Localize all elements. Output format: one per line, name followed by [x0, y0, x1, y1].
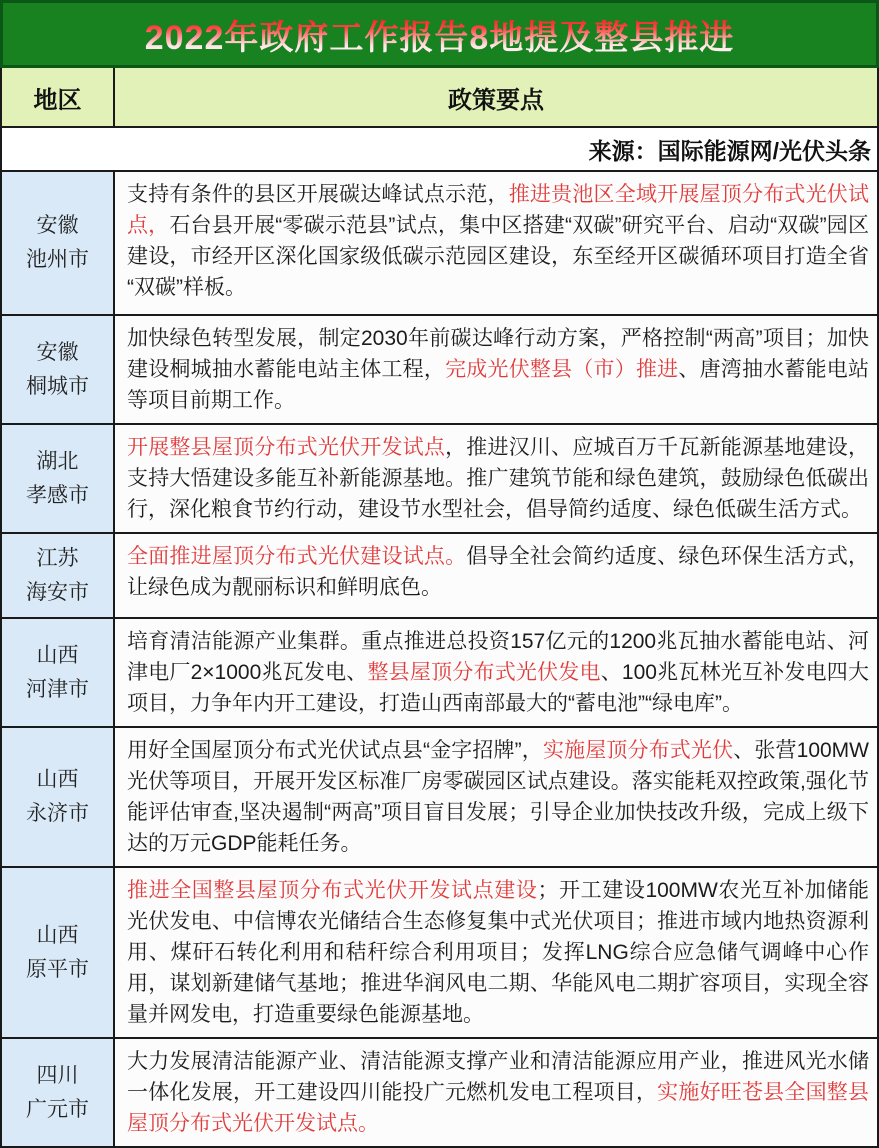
region-city: 海安市 [26, 580, 89, 604]
policy-cell [115, 316, 877, 423]
policy-segment: ；开工建设100MW农光互补加储能光伏发电、中信博农光储结合生态修复集中式光伏项目；推进市域内地热资源利用、煤矸石转化利用和秸秆综合利用项目；发挥LNG综合应急储气调峰中心作用，谋划新建储气基地；推进华润风电二期、华能风电二期扩容项目，实现全容量并网发电，打造重要绿色能源基地。 [127, 879, 870, 1026]
region-cell [2, 534, 115, 617]
table-row [2, 425, 877, 534]
policy-segment: 培育清洁能源产业集群。重点推进总投资157亿元的1200兆瓦抽水蓄能电站、河津电厂2×1000兆瓦发电、 [127, 630, 869, 684]
table-row [2, 728, 877, 868]
policy-segment: ，推进汉川、应城百万千瓦新能源基地建设，支持大悟建设多能互补新能源基地。推广建筑节能和绿色建筑，鼓励绿色低碳出行，深化粮食节约行动，建设节水型社会，倡导简约适度、绿色低碳生活方式。 [127, 436, 870, 521]
table-row [2, 1039, 877, 1146]
column-header-row [2, 68, 877, 128]
page-title: 2022年政府工作报告8地提及整县推进 [145, 10, 735, 59]
policy-segment: 支持有条件的县区开展碳达峰试点示范， [127, 183, 509, 206]
policy-segment-highlight: 全面推进屋顶分布式光伏建设试点。 [127, 545, 467, 568]
policy-segment-highlight: 开展整县屋顶分布式光伏开发试点 [127, 436, 446, 459]
region-province: 山西 [36, 768, 79, 791]
table-row [2, 316, 877, 425]
policy-table [0, 68, 879, 1148]
policy-segment: 大力发展清洁能源产业、清洁能源支撑产业和清洁能源应用产业，推进风光水储一体化发展，开工建设四川能投广元燃机发电工程项目， [127, 1050, 869, 1104]
source-text: 来源：国际能源网/光伏头条 [588, 137, 871, 164]
region-city: 广元市 [26, 1097, 89, 1121]
policy-segment: 加快绿色转型发展，制定2030年前碳达峰行动方案，严格控制“两高”项目；加快建设桐城抽水蓄能电站主体工程， [127, 327, 869, 381]
region-cell [2, 316, 115, 423]
region-cell [2, 728, 115, 866]
policy-segment: 、张营100MW光伏等项目，开展开发区标准厂房零碳园区试点建设。落实能耗双控政策,强化节能评估审查,坚决遏制“两高”项目盲目发展；引导企业加快技改升级，完成上级下达的万元GDP能耗任务。 [127, 739, 869, 855]
region-city: 孝感市 [26, 483, 89, 507]
policy-segment: 用好全国屋顶分布式光伏试点县“金字招牌”， [127, 739, 543, 762]
policy-segment: 、唐湾抽水蓄能电站等项目前期工作。 [127, 358, 870, 412]
table-row [2, 172, 877, 316]
policy-cell [115, 534, 877, 617]
region-city: 原平市 [26, 957, 89, 981]
region-cell [2, 425, 115, 532]
table-row [2, 534, 877, 619]
region-cell [2, 868, 115, 1037]
region-province: 湖北 [36, 449, 79, 473]
policy-segment-highlight: 完成光伏整县（市）推进 [445, 358, 679, 381]
region-province: 山西 [36, 923, 79, 947]
policy-cell [115, 868, 877, 1037]
policy-cell [115, 425, 877, 532]
policy-segment: 石台县开展“零碳示范县”试点，集中区搭建“双碳”研究平台、启动“双碳”园区建设，市经开区深化国家级低碳示范园区建设，东至经开区碳循环项目打造全省“双碳”样板。 [127, 214, 869, 299]
region-city: 池州市 [26, 248, 89, 271]
region-province: 安徽 [36, 214, 79, 237]
policy-segment-highlight: 整县屋顶分布式光伏发电 [367, 661, 601, 684]
region-cell [2, 1039, 115, 1146]
policy-segment-highlight: 推进全国整县屋顶分布式光伏开发试点建设 [127, 879, 538, 902]
table-row [2, 619, 877, 728]
table-body [2, 172, 877, 1146]
policy-cell [115, 172, 877, 314]
region-city: 河津市 [26, 677, 89, 701]
column-header-region: 地区 [2, 68, 115, 126]
region-city: 桐城市 [26, 374, 89, 398]
region-cell [2, 619, 115, 726]
policy-segment: 倡导全社会简约适度、绿色环保生活方式，让绿色成为靓丽标识和鲜明底色。 [127, 545, 870, 599]
region-cell [2, 172, 115, 314]
region-city: 永济市 [26, 802, 89, 825]
title-bar [0, 0, 879, 68]
policy-segment-highlight: 实施好旺苍县全国整县屋顶分布式光伏开发试点。 [127, 1081, 870, 1135]
policy-segment-highlight: 推进贵池区全域开展屋顶分布式光伏试点， [127, 183, 870, 237]
region-province: 江苏 [36, 546, 79, 570]
policy-cell [115, 728, 877, 866]
column-header-policy: 政策要点 [448, 86, 544, 114]
table-row [2, 868, 877, 1039]
region-province: 山西 [36, 643, 79, 667]
policy-cell [115, 1039, 877, 1146]
region-province: 四川 [36, 1063, 79, 1087]
policy-segment: 、100兆瓦林光互补发电四大项目，力争年内开工建设，打造山西南部最大的“蓄电池”“绿电库”。 [127, 661, 869, 715]
policy-segment-highlight: 实施屋顶分布式光伏 [542, 739, 734, 762]
region-province: 安徽 [36, 340, 79, 364]
source-row [2, 128, 877, 172]
policy-cell [115, 619, 877, 726]
